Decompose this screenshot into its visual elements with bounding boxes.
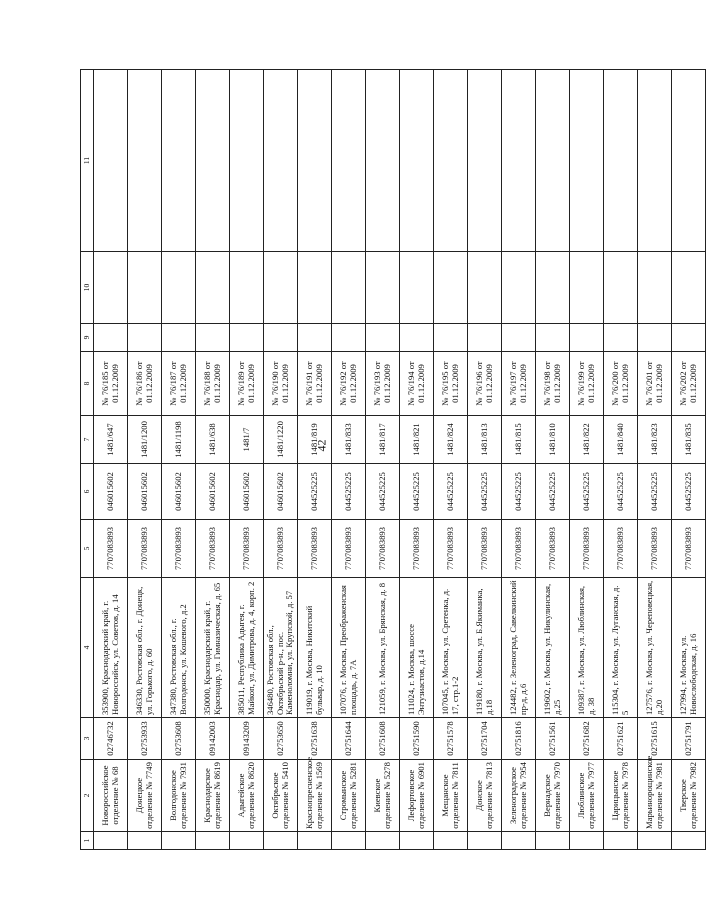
row-number-cell xyxy=(672,832,706,850)
empty-cell-9 xyxy=(94,324,128,352)
column-header: 2 xyxy=(81,760,94,832)
empty-cell-9 xyxy=(672,324,706,352)
column-header: 6 xyxy=(81,464,94,520)
bik-cell: 046015602 xyxy=(162,464,196,520)
table-row xyxy=(468,70,502,850)
address-cell: 127994, г. Москва, ул. Новослободская, д. 16 xyxy=(672,578,706,718)
address-cell: 107076, г. Москва, Преображенская площадь, д. 7А xyxy=(332,578,366,718)
branch-name-cell: Волгодонское отделение № 7931 xyxy=(162,760,196,832)
empty-cell-9 xyxy=(366,324,400,352)
address-cell: 346480, Ростовская обл., Октябрьский р-н., пос. Каменоломни, ул. Крупской, д. 57 xyxy=(264,578,298,718)
okpo-code-cell: 02751704 xyxy=(468,718,502,760)
okpo-code-cell: 09143209 xyxy=(230,718,264,760)
empty-cell-9 xyxy=(264,324,298,352)
address-cell: 119180, г. Москва, ул. Б.Якиманка, д.18 xyxy=(468,578,502,718)
registration-number-cell: 1481/835 xyxy=(672,416,706,464)
inn-cell: 7707083893 xyxy=(264,520,298,578)
address-cell: 109387, г. Москва, ул. Люблинская, д. 38 xyxy=(570,578,604,718)
empty-cell-10 xyxy=(400,252,434,324)
empty-cell-10 xyxy=(570,252,604,324)
registration-number-cell: 1481/819 xyxy=(298,416,332,464)
branch-name-cell: Мещанское отделение № 7811 xyxy=(434,760,468,832)
empty-cell-11 xyxy=(400,70,434,252)
order-cell: № 76/197 от 01.12.2009 xyxy=(502,352,536,416)
row-number-cell xyxy=(400,832,434,850)
empty-cell-11 xyxy=(434,70,468,252)
table-row xyxy=(366,70,400,850)
table-row xyxy=(94,70,128,850)
empty-cell-9 xyxy=(638,324,672,352)
order-cell: № 76/201 от 01.12.2009 xyxy=(638,352,672,416)
empty-cell-9 xyxy=(128,324,162,352)
inn-cell: 7707083893 xyxy=(468,520,502,578)
bik-cell: 044525225 xyxy=(434,464,468,520)
branch-name-cell: Марьинорощинское отделение № 7981 xyxy=(638,760,672,832)
row-number-cell xyxy=(570,832,604,850)
inn-cell: 7707083893 xyxy=(502,520,536,578)
empty-cell-11 xyxy=(468,70,502,252)
empty-cell-9 xyxy=(434,324,468,352)
bik-cell: 044525225 xyxy=(638,464,672,520)
table-row xyxy=(196,70,230,850)
branch-name-cell: Новороссийское отделение № 68 xyxy=(94,760,128,832)
empty-cell-11 xyxy=(298,70,332,252)
empty-cell-10 xyxy=(162,252,196,324)
address-cell: 107045, г. Москва, ул. Сретенка, д. 17, стр.1-2 xyxy=(434,578,468,718)
empty-cell-9 xyxy=(604,324,638,352)
row-number-cell xyxy=(366,832,400,850)
branch-name-cell: Краснопресненское отделение № 1569 xyxy=(298,760,332,832)
bik-cell: 044525225 xyxy=(502,464,536,520)
okpo-code-cell: 02751561 xyxy=(536,718,570,760)
branch-name-cell: Зеленоградское отделение № 7954 xyxy=(502,760,536,832)
empty-cell-11 xyxy=(366,70,400,252)
registration-number-cell: 1481/1220 xyxy=(264,416,298,464)
bik-cell: 044525225 xyxy=(298,464,332,520)
okpo-code-cell: 02751638 xyxy=(298,718,332,760)
address-cell: 127576, г. Москва, ул. Череповецкая, д.20 xyxy=(638,578,672,718)
column-header: 8 xyxy=(81,352,94,416)
branch-name-cell: Киевское отделение № 5278 xyxy=(366,760,400,832)
registration-number-cell: 1481/817 xyxy=(366,416,400,464)
inn-cell: 7707083893 xyxy=(230,520,264,578)
order-cell: № 76/190 от 01.12.2009 xyxy=(264,352,298,416)
order-cell: № 76/194 от 01.12.2009 xyxy=(400,352,434,416)
okpo-code-cell: 02751791 xyxy=(672,718,706,760)
order-cell: № 76/196 от 01.12.2009 xyxy=(468,352,502,416)
table-row xyxy=(128,70,162,850)
empty-cell-11 xyxy=(570,70,604,252)
empty-cell-10 xyxy=(672,252,706,324)
order-cell: № 76/188 от 01.12.2009 xyxy=(196,352,230,416)
bik-cell: 044525225 xyxy=(468,464,502,520)
empty-cell-9 xyxy=(468,324,502,352)
branch-name-cell: Донское отделение № 7813 xyxy=(468,760,502,832)
address-cell: 111024, г. Москва, шоссе Энтузиастов, д.14 xyxy=(400,578,434,718)
table-row xyxy=(672,70,706,850)
registration-number-cell: 1481/1200 xyxy=(128,416,162,464)
empty-cell-10 xyxy=(502,252,536,324)
order-cell: № 76/200 от 01.12.2009 xyxy=(604,352,638,416)
row-number-cell xyxy=(94,832,128,850)
bik-cell: 044525225 xyxy=(366,464,400,520)
address-cell: 124482, г. Зеленоград, Савелкинский пр-д, д.6 xyxy=(502,578,536,718)
row-number-cell xyxy=(230,832,264,850)
okpo-code-cell: 02751608 xyxy=(366,718,400,760)
empty-cell-11 xyxy=(672,70,706,252)
table-row xyxy=(570,70,604,850)
page-number: 42 xyxy=(314,439,329,452)
bik-cell: 044525225 xyxy=(332,464,366,520)
inn-cell: 7707083893 xyxy=(434,520,468,578)
address-cell: 353900, Краснодарский край, г. Новороссийск, ул. Советов, д. 14 xyxy=(94,578,128,718)
registration-number-cell: 1481/815 xyxy=(502,416,536,464)
branch-name-cell: Адыгейское отделение № 8620 xyxy=(230,760,264,832)
empty-cell-10 xyxy=(366,252,400,324)
address-cell: 346330, Ростовская обл., г. Донецк, ул. Горького, д. 60 xyxy=(128,578,162,718)
table-row xyxy=(298,70,332,850)
address-cell: 115304, г. Москва, ул. Луганская, д. 5 xyxy=(604,578,638,718)
empty-cell-11 xyxy=(162,70,196,252)
branch-name-cell: Стромынское отделение № 5281 xyxy=(332,760,366,832)
empty-cell-10 xyxy=(604,252,638,324)
inn-cell: 7707083893 xyxy=(536,520,570,578)
row-number-cell xyxy=(502,832,536,850)
empty-cell-9 xyxy=(400,324,434,352)
okpo-code-cell: 02751621 xyxy=(604,718,638,760)
inn-cell: 7707083893 xyxy=(638,520,672,578)
rotated-table-container xyxy=(80,70,698,850)
row-number-cell xyxy=(128,832,162,850)
branch-name-cell: Люблинское отделение № 7977 xyxy=(570,760,604,832)
header-row xyxy=(81,70,94,850)
column-header: 7 xyxy=(81,416,94,464)
registration-number-cell: 1481/7 xyxy=(230,416,264,464)
inn-cell: 7707083893 xyxy=(298,520,332,578)
empty-cell-9 xyxy=(162,324,196,352)
okpo-code-cell: 02751615 xyxy=(638,718,672,760)
empty-cell-9 xyxy=(536,324,570,352)
inn-cell: 7707083893 xyxy=(162,520,196,578)
column-header: 11 xyxy=(81,70,94,252)
order-cell: № 76/202 от 01.12.2009 xyxy=(672,352,706,416)
row-number-cell xyxy=(332,832,366,850)
table-row xyxy=(162,70,196,850)
column-header: 5 xyxy=(81,520,94,578)
table-row xyxy=(604,70,638,850)
column-header: 9 xyxy=(81,324,94,352)
column-header: 4 xyxy=(81,578,94,718)
empty-cell-11 xyxy=(332,70,366,252)
empty-cell-10 xyxy=(94,252,128,324)
branch-name-cell: Краснодарское отделение № 8619 xyxy=(196,760,230,832)
bik-cell: 046015602 xyxy=(230,464,264,520)
order-cell: № 76/195 от 01.12.2009 xyxy=(434,352,468,416)
empty-cell-10 xyxy=(332,252,366,324)
address-cell: 347380, Ростовская обл., г. Волгодонск, ул. Кошевого, д.2 xyxy=(162,578,196,718)
table-row xyxy=(332,70,366,850)
order-cell: № 76/192 от 01.12.2009 xyxy=(332,352,366,416)
registration-number-cell: 1481/824 xyxy=(434,416,468,464)
inn-cell: 7707083893 xyxy=(128,520,162,578)
empty-cell-11 xyxy=(196,70,230,252)
branches-table xyxy=(80,69,706,850)
okpo-code-cell: 02753608 xyxy=(162,718,196,760)
order-cell: № 76/199 от 01.12.2009 xyxy=(570,352,604,416)
inn-cell: 7707083893 xyxy=(570,520,604,578)
bik-cell: 044525225 xyxy=(570,464,604,520)
registration-number-cell: 1481/813 xyxy=(468,416,502,464)
table-row xyxy=(536,70,570,850)
empty-cell-11 xyxy=(94,70,128,252)
address-cell: 119602, г. Москва, ул. Никулинская, д.25 xyxy=(536,578,570,718)
order-cell: № 76/193 от 01.12.2009 xyxy=(366,352,400,416)
empty-cell-10 xyxy=(536,252,570,324)
okpo-code-cell: 02751816 xyxy=(502,718,536,760)
okpo-code-cell: 02751578 xyxy=(434,718,468,760)
branch-name-cell: Вернадское отделение № 7970 xyxy=(536,760,570,832)
branch-name-cell: Октябрьское отделение № 5410 xyxy=(264,760,298,832)
empty-cell-10 xyxy=(468,252,502,324)
order-cell: № 76/187 от 01.12.2009 xyxy=(162,352,196,416)
registration-number-cell: 1481/821 xyxy=(400,416,434,464)
inn-cell: 7707083893 xyxy=(332,520,366,578)
order-cell: № 76/198 от 01.12.2009 xyxy=(536,352,570,416)
okpo-code-cell: 02746732 xyxy=(94,718,128,760)
bik-cell: 046015602 xyxy=(196,464,230,520)
empty-cell-10 xyxy=(434,252,468,324)
empty-cell-10 xyxy=(638,252,672,324)
column-header: 3 xyxy=(81,718,94,760)
branch-name-cell: Лефортовское отделение № 6901 xyxy=(400,760,434,832)
bik-cell: 044525225 xyxy=(672,464,706,520)
bik-cell: 044525225 xyxy=(536,464,570,520)
row-number-cell xyxy=(298,832,332,850)
okpo-code-cell: 02753650 xyxy=(264,718,298,760)
address-cell: 385011, Республика Адыгея, г. Майкоп, ул. Димитрова, д. 4, корп. 2 xyxy=(230,578,264,718)
empty-cell-9 xyxy=(230,324,264,352)
empty-cell-9 xyxy=(570,324,604,352)
empty-cell-11 xyxy=(638,70,672,252)
row-number-cell xyxy=(264,832,298,850)
branch-name-cell: Царицынское отделение № 7978 xyxy=(604,760,638,832)
table-row xyxy=(502,70,536,850)
bik-cell: 046015602 xyxy=(128,464,162,520)
empty-cell-11 xyxy=(230,70,264,252)
branch-name-cell: Донецкое отделение № 7749 xyxy=(128,760,162,832)
inn-cell: 7707083893 xyxy=(604,520,638,578)
empty-cell-11 xyxy=(128,70,162,252)
okpo-code-cell: 02751590 xyxy=(400,718,434,760)
bik-cell: 044525225 xyxy=(604,464,638,520)
table-row xyxy=(638,70,672,850)
bik-cell: 046015602 xyxy=(264,464,298,520)
order-cell: № 76/185 от 01.12.2009 xyxy=(94,352,128,416)
empty-cell-10 xyxy=(196,252,230,324)
branch-name-cell: Тверское отделение № 7982 xyxy=(672,760,706,832)
inn-cell: 7707083893 xyxy=(196,520,230,578)
empty-cell-9 xyxy=(196,324,230,352)
empty-cell-10 xyxy=(230,252,264,324)
inn-cell: 7707083893 xyxy=(672,520,706,578)
empty-cell-10 xyxy=(298,252,332,324)
row-number-cell xyxy=(468,832,502,850)
inn-cell: 7707083893 xyxy=(94,520,128,578)
registration-number-cell: 1481/1198 xyxy=(162,416,196,464)
empty-cell-10 xyxy=(264,252,298,324)
address-cell: 350000, Краснодарский край, г. Краснодар, ул. Гимназическая, д. 65 xyxy=(196,578,230,718)
empty-cell-9 xyxy=(332,324,366,352)
registration-number-cell: 1481/823 xyxy=(638,416,672,464)
bik-cell: 046015602 xyxy=(94,464,128,520)
inn-cell: 7707083893 xyxy=(366,520,400,578)
column-header: 10 xyxy=(81,252,94,324)
okpo-code-cell: 02751644 xyxy=(332,718,366,760)
address-cell: 119019, г. Москва, Никитский бульвар, д. 10 xyxy=(298,578,332,718)
bik-cell: 044525225 xyxy=(400,464,434,520)
order-cell: № 76/191 от 01.12.2009 xyxy=(298,352,332,416)
row-number-cell xyxy=(604,832,638,850)
empty-cell-11 xyxy=(536,70,570,252)
registration-number-cell: 1481/638 xyxy=(196,416,230,464)
row-number-cell xyxy=(162,832,196,850)
okpo-code-cell: 09142003 xyxy=(196,718,230,760)
registration-number-cell: 1481/822 xyxy=(570,416,604,464)
empty-cell-10 xyxy=(128,252,162,324)
table-row xyxy=(264,70,298,850)
okpo-code-cell: 02751682 xyxy=(570,718,604,760)
registration-number-cell: 1481/833 xyxy=(332,416,366,464)
okpo-code-cell: 02753933 xyxy=(128,718,162,760)
table-row xyxy=(400,70,434,850)
row-number-cell xyxy=(196,832,230,850)
address-cell: 121059, г. Москва, ул. Брянская, д. 8 xyxy=(366,578,400,718)
registration-number-cell: 1481/647 xyxy=(94,416,128,464)
row-number-cell xyxy=(536,832,570,850)
empty-cell-9 xyxy=(502,324,536,352)
empty-cell-9 xyxy=(298,324,332,352)
empty-cell-11 xyxy=(604,70,638,252)
registration-number-cell: 1481/840 xyxy=(604,416,638,464)
order-cell: № 76/186 от 01.12.2009 xyxy=(128,352,162,416)
column-header: 1 xyxy=(81,832,94,850)
table-row xyxy=(230,70,264,850)
row-number-cell xyxy=(638,832,672,850)
order-cell: № 76/189 от 01.12.2009 xyxy=(230,352,264,416)
empty-cell-11 xyxy=(502,70,536,252)
table-row xyxy=(434,70,468,850)
inn-cell: 7707083893 xyxy=(400,520,434,578)
row-number-cell xyxy=(434,832,468,850)
empty-cell-11 xyxy=(264,70,298,252)
registration-number-cell: 1481/810 xyxy=(536,416,570,464)
